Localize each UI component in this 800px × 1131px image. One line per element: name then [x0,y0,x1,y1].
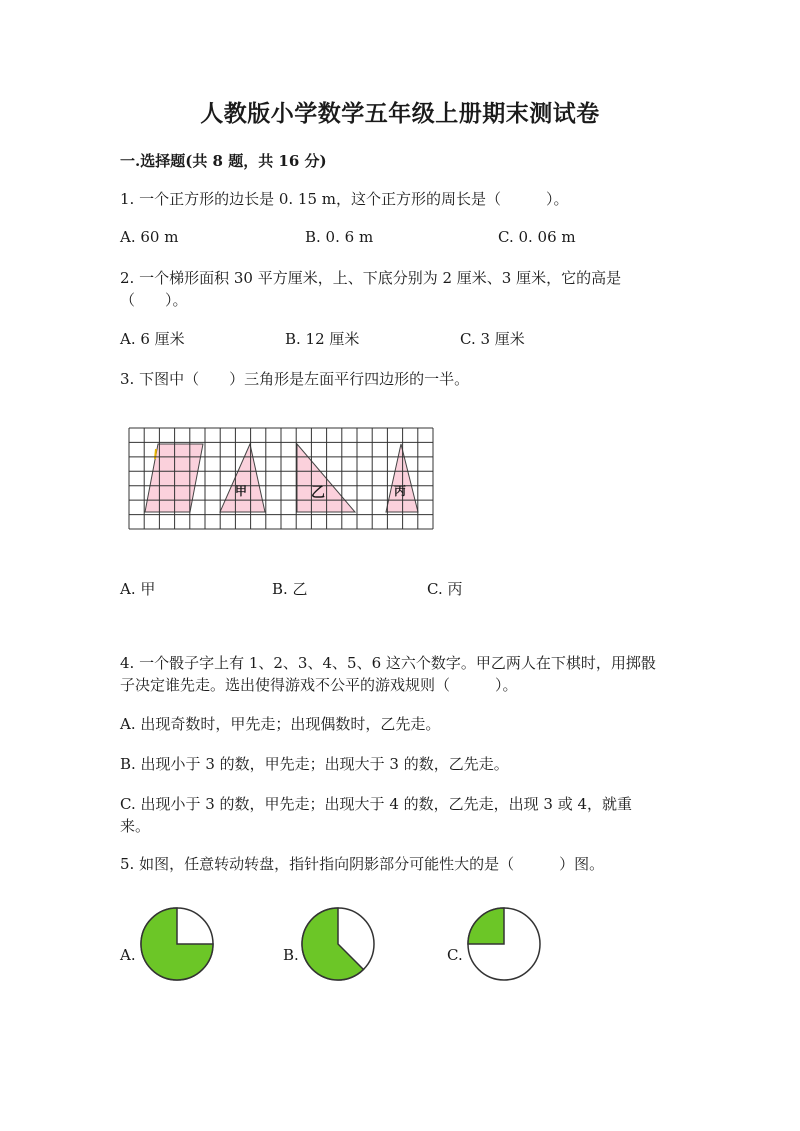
question-1: 1. 一个正方形的边长是 0. 15 m，这个正方形的周长是（ ）。 [120,190,569,208]
shaded-sector [468,908,504,944]
q4-option-b: B. 出现小于 3 的数，甲先走；出现大于 3 的数，乙先走。 [120,755,509,773]
question-3: 3. 下图中（ ）三角形是左面平行四边形的一半。 [120,370,470,388]
label-bing: 丙 [394,484,407,498]
spinner-c [468,908,540,980]
q5-option-a: A. [120,946,136,964]
question-2-line-2: （ ）。 [120,291,188,309]
label-yi: 乙 [311,485,325,501]
q4-option-c-line-1: C. 出现小于 3 的数，甲先走；出现大于 4 的数，乙先走，出现 3 或 4，就重 [120,795,633,813]
q5-option-c: C. [447,946,463,964]
spinner-b [302,908,374,980]
q4-option-c-line-2: 来。 [120,817,151,835]
section-heading: 一.选择题(共 8 题，共 16 分) [120,152,327,170]
q5-option-b: B. [283,946,299,964]
q1-option-b: B. 0. 6 m [305,228,374,246]
label-jia: 甲 [235,484,248,498]
page-title: 人教版小学数学五年级上册期末测试卷 [200,100,600,127]
spinner-a [141,908,213,980]
q4-option-a: A. 出现奇数时，甲先走；出现偶数时，乙先走。 [120,715,441,733]
q3-option-b: B. 乙 [272,580,308,598]
question-5: 5. 如图，任意转动转盘，指针指向阴影部分可能性大的是（ ）图。 [120,855,605,873]
q2-option-c: C. 3 厘米 [460,330,525,348]
question-4-line-2: 子决定谁先走。选出使得游戏不公平的游戏规则（ ）。 [120,676,518,694]
question-2-line-1: 2. 一个梯形面积 30 平方厘米，上、下底分别为 2 厘米、3 厘米，它的高是 [120,269,622,287]
question-4-line-1: 4. 一个骰子字上有 1、2、3、4、5、6 这六个数字。甲乙两人在下棋时，用掷骰 [120,654,656,672]
q1-option-a: A. 60 m [120,228,179,246]
q3-option-c: C. 丙 [427,580,463,598]
q2-option-a: A. 6 厘米 [120,330,185,348]
q2-option-b: B. 12 厘米 [285,330,360,348]
q3-option-a: A. 甲 [120,580,156,598]
q1-option-c: C. 0. 06 m [498,228,576,246]
